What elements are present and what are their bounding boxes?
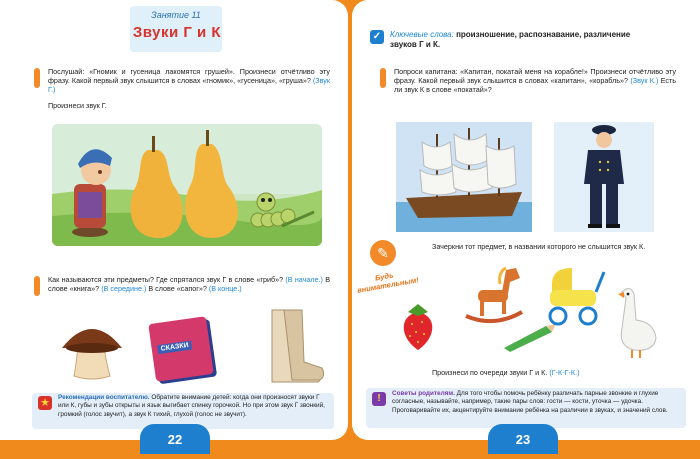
task2-text	[48, 275, 330, 293]
star-icon: ★	[38, 396, 52, 410]
recommendations-body: Обратите внимание детей: когда они произносят звуки Г или К, губы и зубы открыты и язык выгибает спинку горочкой. Но при этом звук Г звонкий, громкий (голос звучит), а звук К тихий, глухой (голос не звучит).	[58, 394, 325, 418]
right-task1-text	[394, 67, 676, 95]
task2-a3: (В конце.)	[208, 284, 242, 294]
ship-drawing	[396, 122, 532, 232]
gnome-pears-illustration	[52, 124, 322, 246]
lesson-number: Занятие 11	[151, 10, 201, 20]
ship-picture	[396, 122, 532, 232]
task2-q1: Как называются эти предметы? Где спрятался звук Г в слове «гриб»?	[48, 275, 284, 284]
task-bullet	[34, 276, 40, 296]
left-page	[0, 0, 348, 440]
task2-q3: В слове «сапог»?	[148, 284, 207, 294]
captain-drawing	[554, 122, 654, 232]
boot-picture	[262, 306, 326, 386]
keywords-label: Ключевые слова:	[390, 30, 454, 39]
right-task1-body2: Есть ли звук К в слове «покатай»?	[394, 76, 676, 95]
keywords-line	[390, 30, 650, 50]
book-title: СКАЗКИ	[157, 341, 192, 355]
right-task2-text: Зачеркни тот предмет, в названии которого не слышится звук К.	[432, 242, 646, 251]
goose-picture	[614, 284, 660, 360]
parents-advice-heading: Советы родителям.	[392, 390, 455, 397]
recommendations-heading: Рекомендации воспитателю.	[58, 394, 150, 401]
task2-a2: (В середине.)	[101, 284, 147, 294]
right-task3-body: Произнеси по очереди звуки Г и К.	[432, 368, 548, 377]
task-bullet	[380, 68, 386, 88]
parents-advice-body: Для того чтобы помочь ребёнку различать парные звонкие и глухие согласные, называйте, например, такие пары слов: гости — кости, уточка — удочка. Проговаривайте их, акцентируйте внимание ребёнка на различии в звуках, и значений слов.	[392, 390, 668, 414]
captain-picture	[554, 122, 654, 232]
right-task1-body: Попроси капитана: «Капитан, покатай меня на корабле!» Произнеси отчётливо эту фразу. Какой первый звук слышится в словах «капитан», «корабль»?	[394, 67, 676, 86]
exclamation-icon: !	[372, 392, 386, 406]
pencil-icon: ✎	[370, 240, 396, 266]
gnome-pears-drawing	[52, 124, 322, 246]
lesson-title: Звуки Г и К	[132, 24, 222, 41]
task1-line2: Произнеси звук Г.	[48, 101, 107, 110]
page-number-left: 22	[140, 424, 210, 454]
book-picture	[148, 316, 214, 382]
task1-text	[48, 67, 330, 95]
strawberry-picture	[396, 300, 440, 352]
right-task3-text	[432, 368, 652, 377]
parents-advice-text	[392, 390, 682, 415]
task2-q2: В слове «книга»?	[48, 275, 330, 294]
task-bullet	[34, 68, 40, 88]
right-task1-answer: (Звук К.)	[630, 76, 659, 86]
task1-body: Послушай: «Гномик и гусеница лакомятся грушей». Произнеси отчётливо эту фразу. Какой первый звук слышится в словах «гномик», «гусеница», «груша»?	[48, 67, 330, 86]
recommendations-text	[58, 394, 330, 419]
right-page	[352, 0, 700, 440]
rocking-horse-picture	[462, 262, 526, 324]
keywords-checkbox-icon: ✓	[370, 30, 384, 44]
attention-label: Будь внимательным!	[356, 270, 420, 295]
task2-a1: (В начале.)	[285, 275, 323, 284]
mushroom-picture	[58, 318, 126, 382]
keywords-text: произношение, распознавание, различение звуков Г и К.	[390, 30, 631, 49]
right-task3-answer: (Г-К-Г-К.)	[549, 368, 580, 377]
stroller-picture	[542, 262, 608, 328]
page-number-right: 23	[488, 424, 558, 454]
task1-answer: (Звук Г.)	[48, 76, 330, 95]
